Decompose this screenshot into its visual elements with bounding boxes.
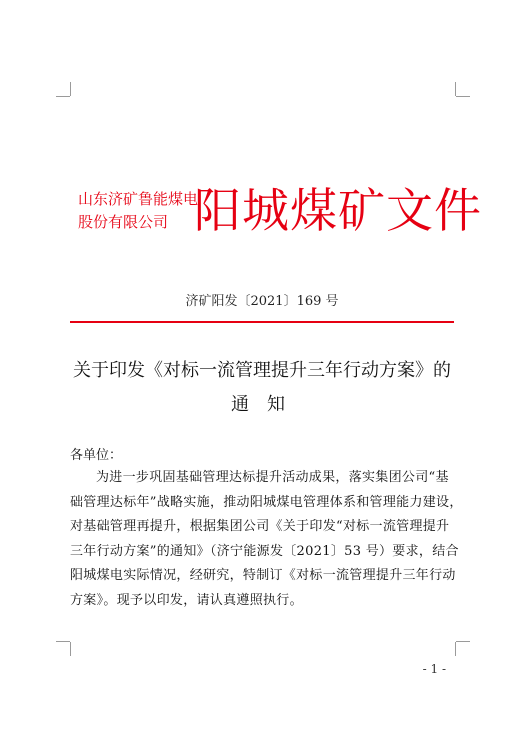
document-header [78, 182, 482, 244]
salutation: 各单位： [70, 448, 123, 463]
page-number: - 1 - [422, 662, 446, 676]
body-line: 础管理达标年”战略实施，推动阳城煤电管理体系和管理能力建设， [70, 494, 463, 510]
red-separator-line [70, 321, 454, 323]
crop-mark-top-left-h [56, 96, 70, 97]
crop-mark-bottom-right-v [455, 642, 456, 656]
document-type-title: 阳城煤矿文件 [194, 184, 482, 239]
body-line: 对基础管理再提升，根据集团公司《关于印发“对标一流管理提升 [70, 519, 450, 534]
body-line: 阳城煤电实际情况，经研究，特制订《对标一流管理提升三年行动 [70, 568, 456, 583]
body-paragraph [70, 466, 463, 613]
crop-mark-bottom-left-v [70, 642, 71, 656]
body-line: 方案》。现予以印发，请认真遵照执行。 [70, 592, 303, 608]
notice-title-line1: 关于印发《对标一流管理提升三年行动方案》的 [73, 360, 451, 381]
issuing-company [78, 188, 199, 234]
notice-title-line2: 通知 [231, 394, 303, 415]
company-name-line2: 股份有限公司 [78, 213, 169, 231]
crop-mark-top-right-v [455, 82, 456, 96]
crop-mark-bottom-right-h [456, 641, 470, 642]
body-line: 为进一步巩固基础管理达标提升活动成果，落实集团公司“基 [96, 470, 449, 485]
crop-mark-top-right-h [456, 96, 470, 97]
body-line: 三年行动方案”的通知》（济宁能源发〔2021〕53 号）要求，结合 [70, 543, 459, 559]
document-number: 济矿阳发〔2021〕169 号 [185, 294, 339, 309]
crop-mark-bottom-left-h [56, 641, 70, 642]
crop-mark-top-left-v [70, 82, 71, 96]
company-name-line1: 山东济矿鲁能煤电 [78, 190, 199, 208]
